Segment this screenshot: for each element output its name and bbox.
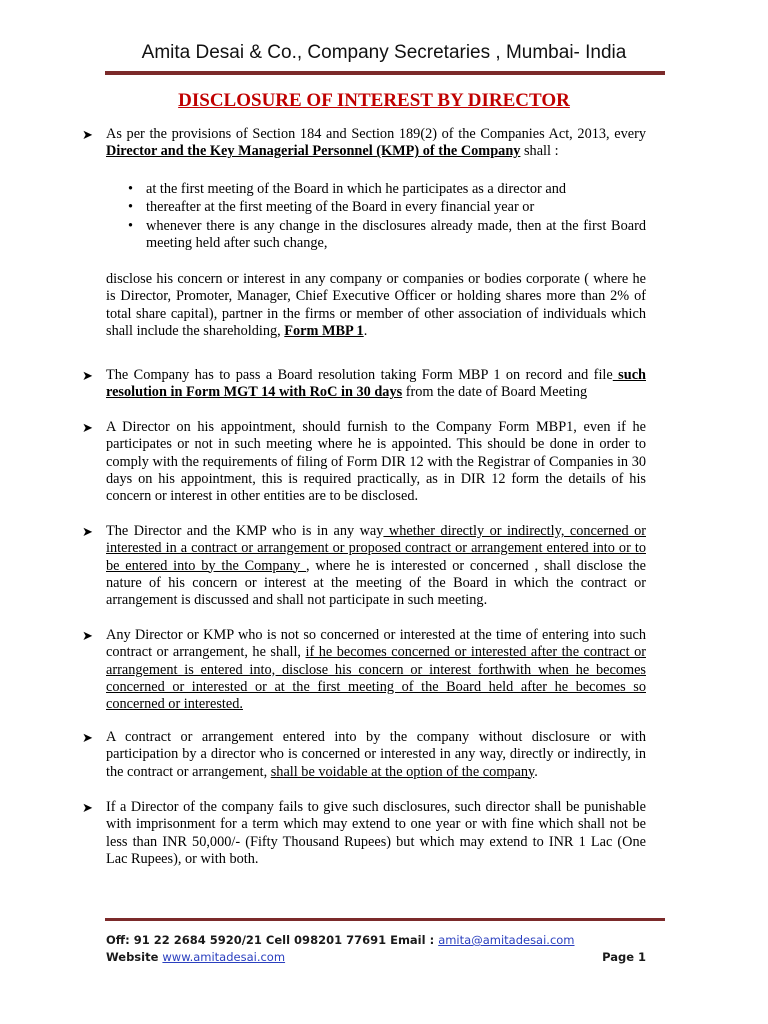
round-bullet-icon: • bbox=[128, 199, 134, 216]
list-item-penalty bbox=[82, 799, 646, 868]
arrowhead-bullet-icon: ➤ bbox=[82, 368, 93, 383]
footer-website-link[interactable]: www.amitadesai.com bbox=[162, 950, 286, 964]
footer-contact-line bbox=[106, 933, 646, 947]
item-text: If a Director of the company fails to give such disclosures, such director shall be punishable with imprisonment for a term which may extend to one year or with fine which shall not be less than INR 50,000/- (Fifty Thousand Rupees) but which may extend to INR 1 Lac (One Lac Rupees), or with both. bbox=[106, 799, 646, 867]
paragraph-text: . bbox=[363, 322, 368, 339]
arrowhead-bullet-icon: ➤ bbox=[82, 420, 93, 435]
item-text: As per the provisions of Section 184 and Section 189(2) of the Companies Act, 2013, every bbox=[106, 126, 646, 142]
list-item-kmp-interest bbox=[82, 523, 646, 609]
item-underlined-text: if he becomes concerned or interested after the contract or arrangement is entered into, disclose his concern or interest forthwith when he becomes concerned or interested or at the first meeting of the Board held after he becomes so concerned or interested. bbox=[106, 644, 646, 713]
item-text: shall : bbox=[520, 143, 559, 160]
item-text: A Director on his appointment, should furnish to the Company Form MBP1, even if he participates or not in such meeting where he is appointed. This should be done in order to comply with the requirements of filing of Form DIR 12 with the Registrar of Companies in 30 days on his appointment, this is required practically, as in DIR 12 form the details of his concern or interest in other entities are to be disclosed. bbox=[106, 419, 646, 505]
footer-website-label: Website bbox=[106, 950, 163, 964]
sub-bullet-list bbox=[106, 181, 646, 252]
arrowhead-bullet-icon: ➤ bbox=[82, 730, 93, 745]
page-number: Page 1 bbox=[602, 950, 646, 964]
document-title: DISCLOSURE OF INTEREST BY DIRECTOR bbox=[178, 90, 570, 111]
list-item-board-resolution bbox=[82, 367, 646, 402]
arrowhead-bullet-icon: ➤ bbox=[82, 524, 93, 539]
round-bullet-icon: • bbox=[128, 217, 134, 234]
item-text: . bbox=[534, 763, 538, 780]
item-underlined-text: whether directly or indirectly, concerned or interested in a contract or arrangement or proposed contract or arrangement entered into or to be entered into by the Company bbox=[106, 523, 646, 574]
arrowhead-bullet-icon: ➤ bbox=[82, 628, 93, 643]
footer-email-link[interactable]: amita@amitadesai.com bbox=[438, 933, 575, 947]
header-divider bbox=[105, 71, 665, 75]
sub-bullet-item bbox=[106, 218, 646, 253]
round-bullet-icon: • bbox=[128, 181, 134, 197]
page-header-title: Amita Desai & Co., Company Secretaries , Mumbai- India bbox=[141, 42, 627, 63]
item-emphasis: Director and the Key Managerial Personnel (KMP) of the Company bbox=[106, 143, 521, 160]
item-underlined-text: shall be voidable at the option of the company bbox=[270, 763, 535, 780]
list-item-section-184 bbox=[82, 126, 646, 161]
bullet-text: whenever there is any change in the disclosures already made, then at the first Board meeting held after such change, bbox=[146, 217, 646, 251]
item-emphasis: such resolution in Form MGT 14 with RoC in 30 days bbox=[106, 367, 646, 401]
footer-contact-text: Off: 91 22 2684 5920/21 Cell 098201 77691 Email : bbox=[106, 933, 439, 947]
footer-website-line bbox=[106, 950, 646, 964]
footer-divider bbox=[105, 918, 665, 921]
item-text: A contract or arrangement entered into by the company without disclosure or with participation by a director who is concerned or interested in any way, directly or indirectly, in the contract or arrangement, bbox=[106, 729, 646, 780]
sub-bullet-item bbox=[106, 181, 646, 198]
sub-bullet-item bbox=[106, 199, 646, 216]
bullet-text: thereafter at the first meeting of the Board in every financial year or bbox=[146, 199, 535, 216]
item-text: The Director and the KMP who is in any way bbox=[106, 523, 384, 539]
list-item-subsequent-interest bbox=[82, 627, 646, 713]
bullet-text: at the first meeting of the Board in which he participates as a director and bbox=[146, 181, 567, 197]
arrowhead-bullet-icon: ➤ bbox=[82, 800, 93, 815]
list-item-director-appointment bbox=[82, 419, 646, 505]
item-text: , where he is interested or concerned , shall disclose the nature of his concern or interest at the meeting of the Board in which the contract or arrangement is discussed and shall not participate in such meeting. bbox=[106, 557, 646, 609]
disclose-paragraph bbox=[106, 271, 646, 340]
paragraph-text: disclose his concern or interest in any company or companies or bodies corporate ( where he is Director, Promoter, Manager, Chief Executive Officer or holding shares more than 2% of total share capital), partner in the firms or member of other association of individuals which shall include the shareholding, bbox=[106, 271, 646, 339]
item-text: Any Director or KMP who is not so concerned or interested at the time of entering into such contract or arrangement, he shall, bbox=[106, 627, 646, 661]
item-text: from the date of Board Meeting bbox=[402, 384, 588, 401]
form-mbp1-label: Form MBP 1 bbox=[284, 322, 364, 339]
item-text: The Company has to pass a Board resolution taking Form MBP 1 on record and file bbox=[106, 367, 613, 383]
list-item-voidable-contract bbox=[82, 729, 646, 781]
arrowhead-bullet-icon: ➤ bbox=[82, 127, 93, 142]
